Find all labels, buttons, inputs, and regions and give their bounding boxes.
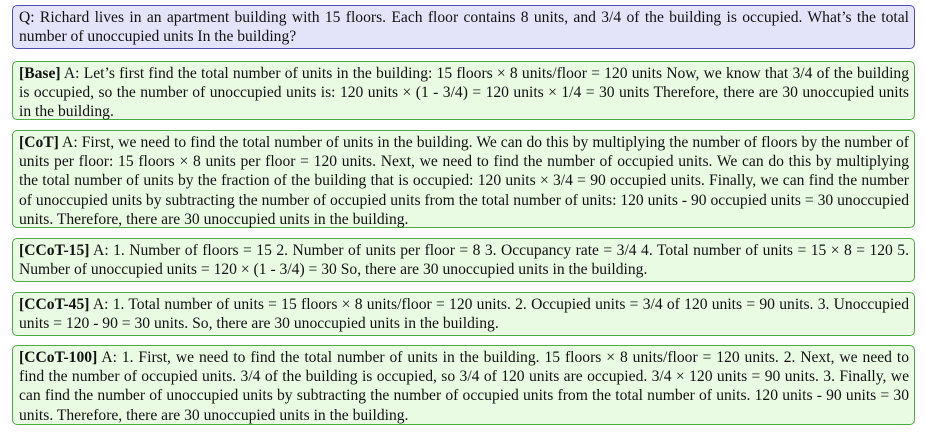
answer-tag-cot: [CoT] [19, 134, 59, 151]
answer-box-base [12, 61, 915, 120]
answer-tag-ccot-100: [CCoT-100] [19, 349, 98, 366]
answer-box-ccot-15 [12, 238, 915, 282]
answer-text-ccot-15: A: 1. Number of floors = 15 2. Number of units per floor = 8 3. Occupancy rate = 3/4 4. Total number of units = 15 × 8 = 120 5. Number of unoccupied units = 120 × (1 - 3/4) = 30 So, there are 30 unoccupied units in the building. [19, 242, 909, 279]
answer-text-base: A: Let’s first find the total number of units in the building: 15 floors × 8 units/floor = 120 units Now, we know that 3/4 of the building is occupied, so the number of unoccupied units is: 120 units × (1 - 3/4) = 120 units × 1/4 = 30 units Therefore, there are 30 unoccupied units in the building. [19, 65, 909, 121]
answer-tag-base: [Base] [19, 65, 61, 82]
question-box [12, 5, 915, 49]
question-text: Q: Richard lives in an apartment building with 15 floors. Each floor contains 8 units, and 3/4 of the building is occupied. What’s the total number of unoccupied units In the building? [19, 9, 909, 46]
answer-text-ccot-45: A: 1. Total number of units = 15 floors × 8 units/floor = 120 units. 2. Occupied units = 3/4 of 120 units = 90 units. 3. Unoccupied units = 120 - 90 = 30 units. So, there are 30 unoccupied units in the building. [19, 296, 909, 333]
answer-box-cot [12, 130, 915, 228]
answer-tag-ccot-45: [CCoT-45] [19, 296, 90, 313]
answer-box-ccot-100 [12, 345, 915, 425]
answer-box-ccot-45 [12, 292, 915, 336]
answer-text-cot: A: First, we need to find the total number of units in the building. We can do this by multiplying the number of floors by the number of units per floor: 15 floors × 8 units per floor = 120 units. Next, we need to find the number of occupied units. We can do this by multiplying the total number of units by the fraction of the building that is occupied: 120 units × 3/4 = 90 occupied units. Finally, we can find the number of unoccupied units by subtracting the number of occupied units from the total number of units: 120 units - 90 occupied units = 30 unoccupied units. Therefore, there are 30 unoccupied units in the building. [19, 134, 909, 228]
answer-tag-ccot-15: [CCoT-15] [19, 242, 90, 259]
answer-text-ccot-100: A: 1. First, we need to find the total number of units in the building. 15 floors × 8 units/floor = 120 units. 2. Next, we need to find the number of occupied units. 3/4 of the building is occupied, so 3/4 of 120 units are occupied. 3/4 × 120 units = 90 units. 3. Finally, we can find the number of unoccupied units by subtracting the number of occupied units from the total number of units. 120 units - 90 units = 30 units. Therefore, there are 30 unoccupied units in the building. [19, 349, 909, 424]
